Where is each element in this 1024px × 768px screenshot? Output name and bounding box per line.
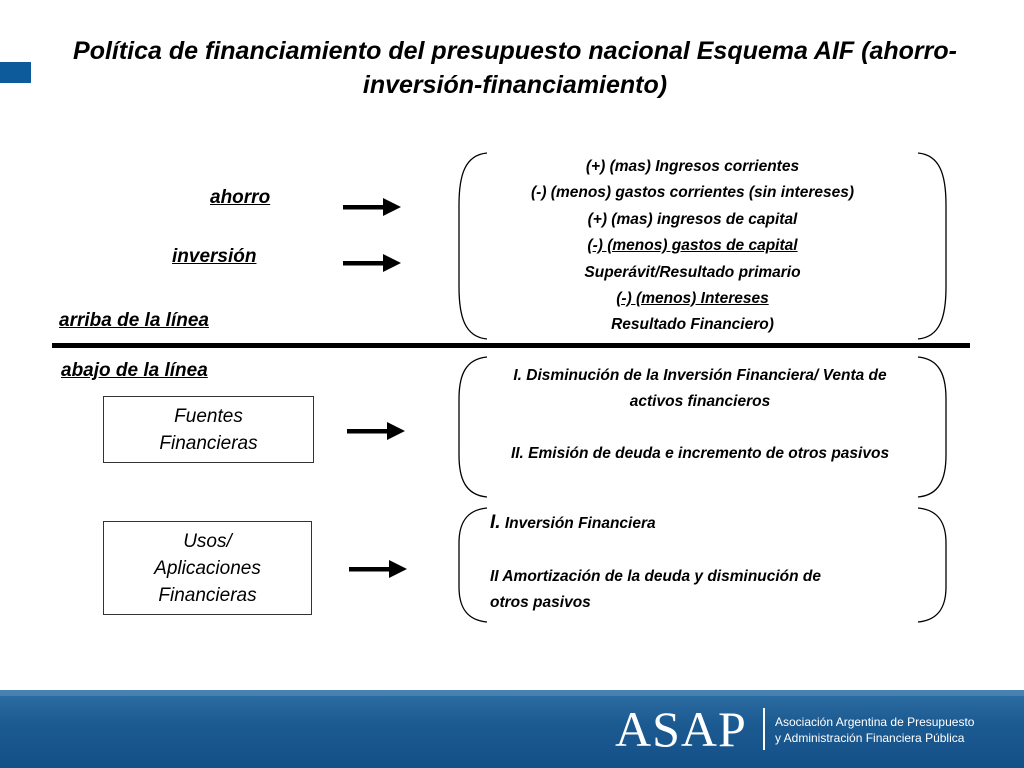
left-brace-icon <box>455 505 490 625</box>
usos-detail-line: otros pasivos <box>490 594 591 611</box>
above-line-item <box>490 290 895 308</box>
right-arrow-icon <box>349 558 407 580</box>
above-line-item <box>490 237 895 255</box>
box-usos-line: Usos/ <box>183 530 232 552</box>
brand-accent-square <box>0 62 31 83</box>
above-line-item: Resultado Financiero) <box>611 316 774 333</box>
box-fuentes-financieras <box>103 396 314 463</box>
asap-logo: ASAP <box>615 701 747 757</box>
fuentes-detail-line: activos financieros <box>629 393 771 410</box>
above-line-item: (+) (mas) ingresos de capital <box>587 211 798 228</box>
label-arriba-de-la-linea: arriba de la línea <box>59 310 209 331</box>
above-line-item: (+) (mas) Ingresos corrientes <box>585 158 800 175</box>
footer-shade <box>0 690 1024 696</box>
usos-detail-text: Inversión Financiera <box>500 515 656 532</box>
label-ahorro: ahorro <box>210 187 271 208</box>
label-abajo-de-la-linea: abajo de la línea <box>61 360 208 381</box>
usos-detail-line: II Amortización de la deuda y disminución de <box>490 568 822 585</box>
usos-detail-line <box>490 512 656 534</box>
org-name-line: y Administración Financiera Pública <box>775 731 965 745</box>
box-usos-aplicaciones <box>103 521 312 615</box>
right-brace-icon <box>915 505 950 625</box>
usos-detail-prefix: I. <box>490 512 501 533</box>
fuentes-detail-line: II. Emisión de deuda e incremento de otros pasivos <box>510 445 890 462</box>
fuentes-detail-line: I. Disminución de la Inversión Financiera/ Venta de <box>513 367 887 384</box>
slide-title: Política de financiamiento del presupuesto nacional Esquema AIF (ahorro-inversión-financiamiento) <box>73 37 957 99</box>
above-line-item-text: (-) (menos) Intereses <box>616 290 769 307</box>
right-arrow-icon <box>343 252 401 274</box>
above-line-item: (-) (menos) gastos corrientes (sin intereses) <box>531 184 854 201</box>
box-usos-line: Aplicaciones <box>154 557 261 579</box>
box-usos-line: Financieras <box>158 584 257 606</box>
left-brace-icon <box>455 150 490 342</box>
label-inversion: inversión <box>172 246 257 267</box>
box-fuentes-line: Financieras <box>159 432 258 454</box>
above-line-item: Superávit/Resultado primario <box>584 264 801 281</box>
logo-separator <box>763 708 765 750</box>
box-fuentes-line: Fuentes <box>174 405 243 427</box>
org-name <box>775 714 974 746</box>
line-divider <box>52 343 970 348</box>
org-name-line: Asociación Argentina de Presupuesto <box>775 715 975 729</box>
right-arrow-icon <box>343 196 401 218</box>
above-line-item-text: (-) (menos) gastos de capital <box>587 237 798 254</box>
right-arrow-icon <box>347 420 405 442</box>
right-brace-icon <box>915 150 950 342</box>
